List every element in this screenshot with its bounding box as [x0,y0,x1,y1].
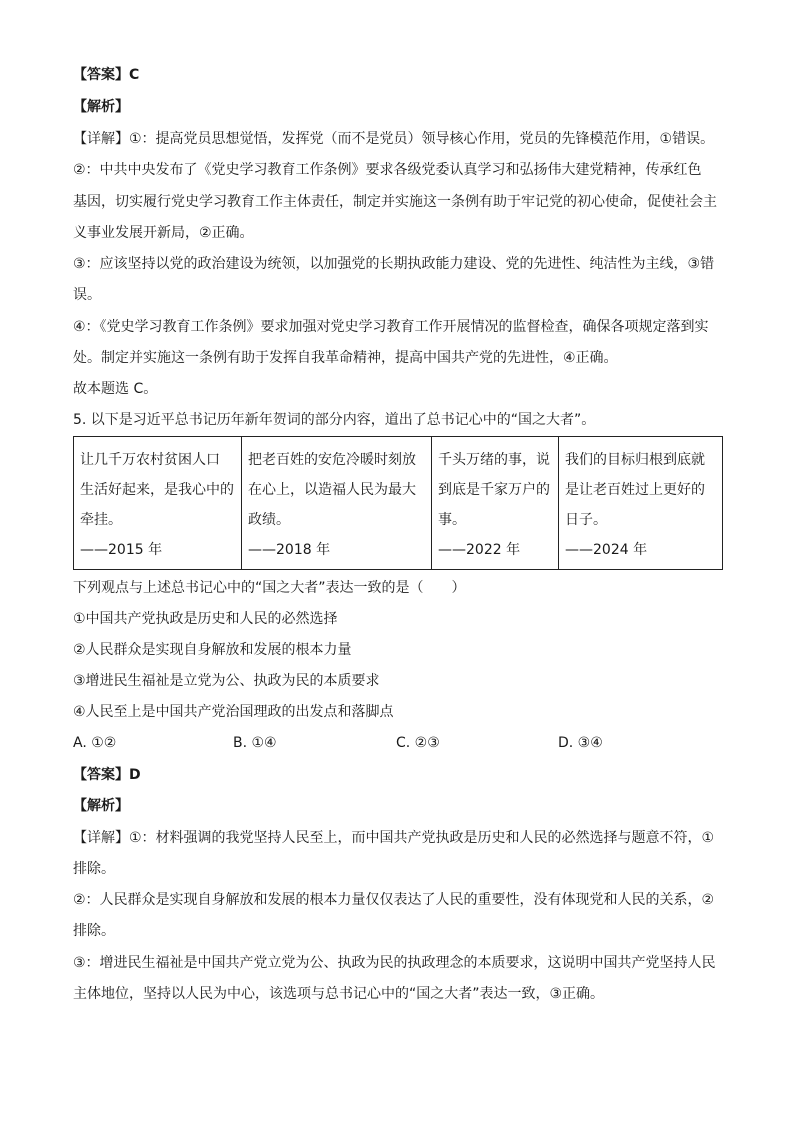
quote-year: ——2024 年 [565,542,648,558]
quote-text-line: 在心上，以造福人民为最大 [248,482,416,498]
q4-conclusion: 故本题选 C。 [73,381,158,397]
quote-year: ——2015 年 [80,542,163,558]
q5-analysis-line: 排除。 [73,923,115,939]
quotes-table [73,436,723,570]
quote-text-line: 事。 [438,512,466,528]
q4-analysis-line: 义事业发展开新局，②正确。 [73,225,254,241]
q4-analysis-line: ④：《党史学习教育工作条例》要求加强对党史学习教育工作开展情况的监督检查，确保各项规定落到实 [73,319,709,335]
quote-text-line: 生活好起来，是我心中的 [80,482,234,498]
option-c: C. ②③ [396,735,440,751]
option-d: D. ③④ [558,735,603,751]
q5-analysis-line: ③：增进民生福祉是中国共产党立党为公、执政为民的执政理念的本质要求，这说明中国共产党坚持人民 [73,955,716,971]
quote-text-line: 把老百姓的安危冷暖时刻放 [248,452,416,468]
quote-text-line: 日子。 [565,512,607,528]
q4-analysis-label: 【解析】 [73,99,129,115]
q4-analysis-line: ②：中共中央发布了《党史学习教育工作条例》要求各级党委认真学习和弘扬伟大建党精神，传承红色 [73,162,702,178]
q5-analysis-line: 排除。 [73,861,115,877]
quote-text-line: 牵挂。 [80,512,122,528]
q5-statement: ③增进民生福祉是立党为公、执政为民的本质要求 [73,673,380,689]
q5-statement: ①中国共产党执政是历史和人民的必然选择 [73,611,338,627]
q5-statement: ④人民至上是中国共产党治国理政的出发点和落脚点 [73,704,394,720]
q4-analysis-line: 基因，切实履行党史学习教育工作主体责任，制定并实施这一条例有助于牢记党的初心使命，促使社会主 [73,194,717,210]
q4-answer-label: 【答案】C [73,67,140,83]
q4-analysis-line: 【详解】①：提高党员思想觉悟，发挥党（而不是党员）领导核心作用，党员的先锋模范作用，①错误。 [73,131,715,147]
option-a: A. ①② [73,735,117,751]
q5-analysis-line: 【详解】①：材料强调的我党坚持人民至上，而中国共产党执政是历史和人民的必然选择与题意不符，① [73,830,715,846]
q5-statement: ②人民群众是实现自身解放和发展的根本力量 [73,642,352,658]
quote-text-line: 让几千万农村贫困人口 [80,452,220,468]
q5-stem: 5. 以下是习近平总书记历年新年贺词的部分内容，道出了总书记心中的“国之大者”。 [73,412,596,428]
quote-cell-2015 [74,437,242,570]
quote-cell-2018 [242,437,432,570]
q4-analysis-line: ③：应该坚持以党的政治建设为统领，以加强党的长期执政能力建设、党的先进性、纯洁性为主线，③错 [73,256,715,272]
q4-analysis-line: 误。 [73,287,101,303]
quote-text-line: 政绩。 [248,512,290,528]
quote-cell-2024 [559,437,723,570]
quote-year: ——2022 年 [438,542,521,558]
q5-answer-label: 【答案】D [73,767,141,783]
quote-text-line: 是让老百姓过上更好的 [565,482,705,498]
option-b: B. ①④ [233,735,277,751]
q5-question: 下列观点与上述总书记心中的“国之大者”表达一致的是（ ） [73,580,466,596]
quote-text-line: 到底是千家万户的 [438,482,550,498]
quote-year: ——2018 年 [248,542,331,558]
quote-cell-2022 [432,437,559,570]
q5-analysis-line: 主体地位，坚持以人民为中心，该选项与总书记心中的“国之大者”表达一致，③正确。 [73,986,605,1002]
q5-analysis-label: 【解析】 [73,798,129,814]
quote-text-line: 千头万绪的事，说 [438,452,550,468]
q4-analysis-line: 处。制定并实施这一条例有助于发挥自我革命精神，提高中国共产党的先进性，④正确。 [73,350,618,366]
quote-text-line: 我们的目标归根到底就 [565,452,705,468]
q5-analysis-line: ②：人民群众是实现自身解放和发展的根本力量仅仅表达了人民的重要性，没有体现党和人民的关系，② [73,892,715,908]
